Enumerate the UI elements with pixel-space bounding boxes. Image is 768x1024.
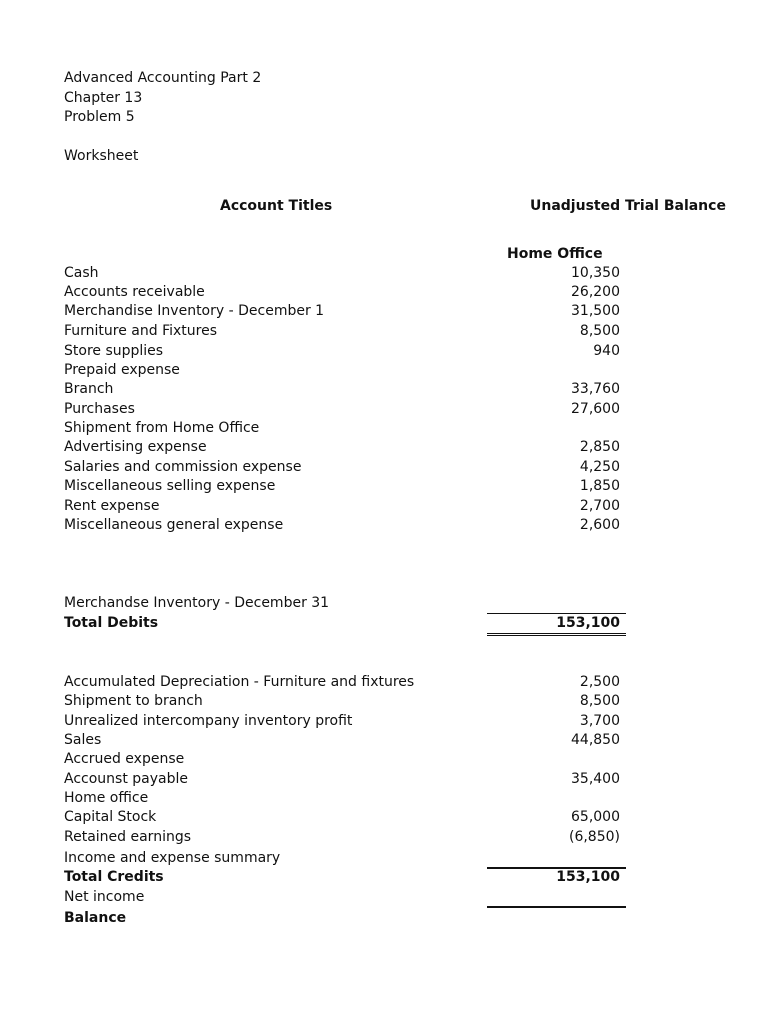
- total-debits-label: Total Debits: [64, 615, 159, 631]
- account-amount: 8,500: [579, 323, 620, 339]
- account-title: Miscellaneous selling expense: [64, 478, 276, 494]
- account-amount: 65,000: [571, 809, 620, 825]
- total-double-rule: [487, 633, 626, 636]
- account-title: Retained earnings: [64, 829, 192, 845]
- account-title: Store supplies: [64, 343, 164, 359]
- total-credits-label: Total Credits: [64, 869, 164, 885]
- account-title: Miscellaneous general expense: [64, 517, 284, 533]
- account-title: Shipment from Home Office: [64, 420, 260, 436]
- total-credits-amount: 153,100: [556, 869, 620, 885]
- account-title: Accumulated Depreciation - Furniture and fixtures: [64, 674, 415, 690]
- balance-rule: [487, 906, 626, 908]
- column-header-unadjusted: Unadjusted Trial Balance: [530, 198, 726, 214]
- account-amount: 26,200: [571, 284, 620, 300]
- account-amount: (6,850): [568, 829, 620, 845]
- account-amount: 4,250: [579, 459, 620, 475]
- account-amount: 8,500: [579, 693, 620, 709]
- account-title: Capital Stock: [64, 809, 157, 825]
- account-title: Branch: [64, 381, 114, 397]
- account-title: Prepaid expense: [64, 362, 180, 378]
- account-title: Sales: [64, 732, 102, 748]
- account-amount: 2,850: [579, 439, 620, 455]
- account-title: Purchases: [64, 401, 135, 417]
- account-title: Advertising expense: [64, 439, 207, 455]
- account-amount: 44,850: [571, 732, 620, 748]
- doc-chapter: Chapter 13: [64, 90, 143, 106]
- account-title: Unrealized intercompany inventory profit: [64, 713, 353, 729]
- worksheet-label: Worksheet: [64, 148, 139, 164]
- account-title: Accounst payable: [64, 771, 188, 787]
- column-header-home-office: Home Office: [507, 246, 603, 262]
- doc-problem: Problem 5: [64, 109, 135, 125]
- account-title: Accounts receivable: [64, 284, 205, 300]
- account-title: Accrued expense: [64, 751, 185, 767]
- account-title: Rent expense: [64, 498, 160, 514]
- account-amount: 1,850: [579, 478, 620, 494]
- account-amount: 27,600: [571, 401, 620, 417]
- account-amount: 940: [593, 343, 620, 359]
- account-amount: 31,500: [571, 303, 620, 319]
- account-title: Home office: [64, 790, 149, 806]
- account-title: Furniture and Fixtures: [64, 323, 218, 339]
- account-title: Merchandise Inventory - December 1: [64, 303, 325, 319]
- account-title: Merchandse Inventory - December 31: [64, 595, 330, 611]
- account-title: Cash: [64, 265, 99, 281]
- account-amount: 33,760: [571, 381, 620, 397]
- account-amount: 2,600: [579, 517, 620, 533]
- account-amount: 3,700: [579, 713, 620, 729]
- account-title: Shipment to branch: [64, 693, 203, 709]
- doc-title: Advanced Accounting Part 2: [64, 70, 262, 86]
- column-header-account-titles: Account Titles: [220, 198, 333, 214]
- account-amount: 35,400: [571, 771, 620, 787]
- subtotal-rule: [487, 613, 626, 614]
- account-title: Income and expense summary: [64, 850, 281, 866]
- account-amount: 2,500: [579, 674, 620, 690]
- account-amount: 2,700: [579, 498, 620, 514]
- total-debits-amount: 153,100: [556, 615, 620, 631]
- net-income-label: Net income: [64, 889, 145, 905]
- account-title: Salaries and commission expense: [64, 459, 302, 475]
- balance-label: Balance: [64, 910, 127, 926]
- account-amount: 10,350: [571, 265, 620, 281]
